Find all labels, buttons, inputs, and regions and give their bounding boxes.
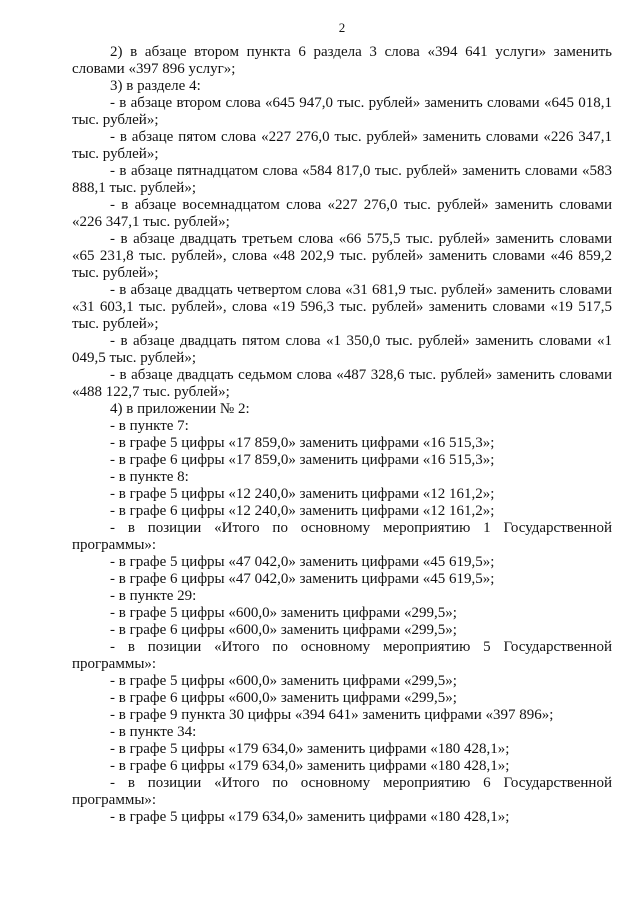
paragraph: - в графе 5 цифры «600,0» заменить цифрами «299,5»; <box>110 605 457 621</box>
paragraph: - в графе 6 цифры «12 240,0» заменить цифрами «12 161,2»; <box>110 503 495 519</box>
paragraph: 3) в разделе 4: <box>110 78 201 94</box>
paragraph: - в позиции «Итого по основному мероприятию 1 Государственной программы»: <box>72 520 612 553</box>
paragraph: 4) в приложении № 2: <box>110 401 250 417</box>
paragraph: - в абзаце втором слова «645 947,0 тыс. рублей» заменить словами «645 018,1 тыс. рублей»; <box>72 95 612 128</box>
paragraph: - в графе 9 пункта 30 цифры «394 641» заменить цифрами «397 896»; <box>110 707 554 723</box>
paragraph: - в графе 6 цифры «600,0» заменить цифрами «299,5»; <box>110 622 457 638</box>
paragraph: 2) в абзаце втором пункта 6 раздела 3 слова «394 641 услуги» заменить словами «397 896 услуг»; <box>72 44 612 77</box>
paragraph: - в позиции «Итого по основному мероприятию 5 Государственной программы»: <box>72 639 612 672</box>
paragraph: - в абзаце двадцать седьмом слова «487 328,6 тыс. рублей» заменить словами «488 122,7 тыс. рублей»; <box>72 367 612 400</box>
paragraph: - в абзаце двадцать третьем слова «66 575,5 тыс. рублей» заменить словами «65 231,8 тыс. рублей», слова «48 202,9 тыс. рублей» заменить словами «46 859,2 тыс. рублей»; <box>72 231 612 281</box>
paragraph: - в графе 6 цифры «179 634,0» заменить цифрами «180 428,1»; <box>110 758 510 774</box>
paragraph: - в графе 6 цифры «17 859,0» заменить цифрами «16 515,3»; <box>110 452 495 468</box>
paragraph: - в графе 5 цифры «17 859,0» заменить цифрами «16 515,3»; <box>110 435 495 451</box>
paragraph: - в пункте 29: <box>110 588 197 604</box>
paragraph: - в абзаце пятом слова «227 276,0 тыс. рублей» заменить словами «226 347,1 тыс. рублей»; <box>72 129 612 162</box>
paragraph: - в графе 6 цифры «47 042,0» заменить цифрами «45 619,5»; <box>110 571 495 587</box>
page-number: 2 <box>338 20 346 35</box>
document-body <box>72 44 612 826</box>
paragraph: - в пункте 8: <box>110 469 189 485</box>
paragraph: - в графе 5 цифры «12 240,0» заменить цифрами «12 161,2»; <box>110 486 495 502</box>
paragraph: - в графе 5 цифры «600,0» заменить цифрами «299,5»; <box>110 673 457 689</box>
paragraph: - в графе 5 цифры «179 634,0» заменить цифрами «180 428,1»; <box>110 741 510 757</box>
paragraph: - в позиции «Итого по основному мероприятию 6 Государственной программы»: <box>72 775 612 808</box>
paragraph: - в пункте 34: <box>110 724 197 740</box>
paragraph: - в графе 5 цифры «179 634,0» заменить цифрами «180 428,1»; <box>110 809 510 825</box>
paragraph: - в абзаце двадцать четвертом слова «31 681,9 тыс. рублей» заменить словами «31 603,1 тыс. рублей», слова «19 596,3 тыс. рублей» заменить словами «19 517,5 тыс. рублей»; <box>72 282 612 332</box>
paragraph: - в графе 5 цифры «47 042,0» заменить цифрами «45 619,5»; <box>110 554 495 570</box>
paragraph: - в абзаце двадцать пятом слова «1 350,0 тыс. рублей» заменить словами «1 049,5 тыс. рублей»; <box>72 333 612 366</box>
paragraph: - в графе 6 цифры «600,0» заменить цифрами «299,5»; <box>110 690 457 706</box>
paragraph: - в абзаце пятнадцатом слова «584 817,0 тыс. рублей» заменить словами «583 888,1 тыс. рублей»; <box>72 163 612 196</box>
paragraph: - в пункте 7: <box>110 418 189 434</box>
paragraph: - в абзаце восемнадцатом слова «227 276,0 тыс. рублей» заменить словами «226 347,1 тыс. рублей»; <box>72 197 612 230</box>
